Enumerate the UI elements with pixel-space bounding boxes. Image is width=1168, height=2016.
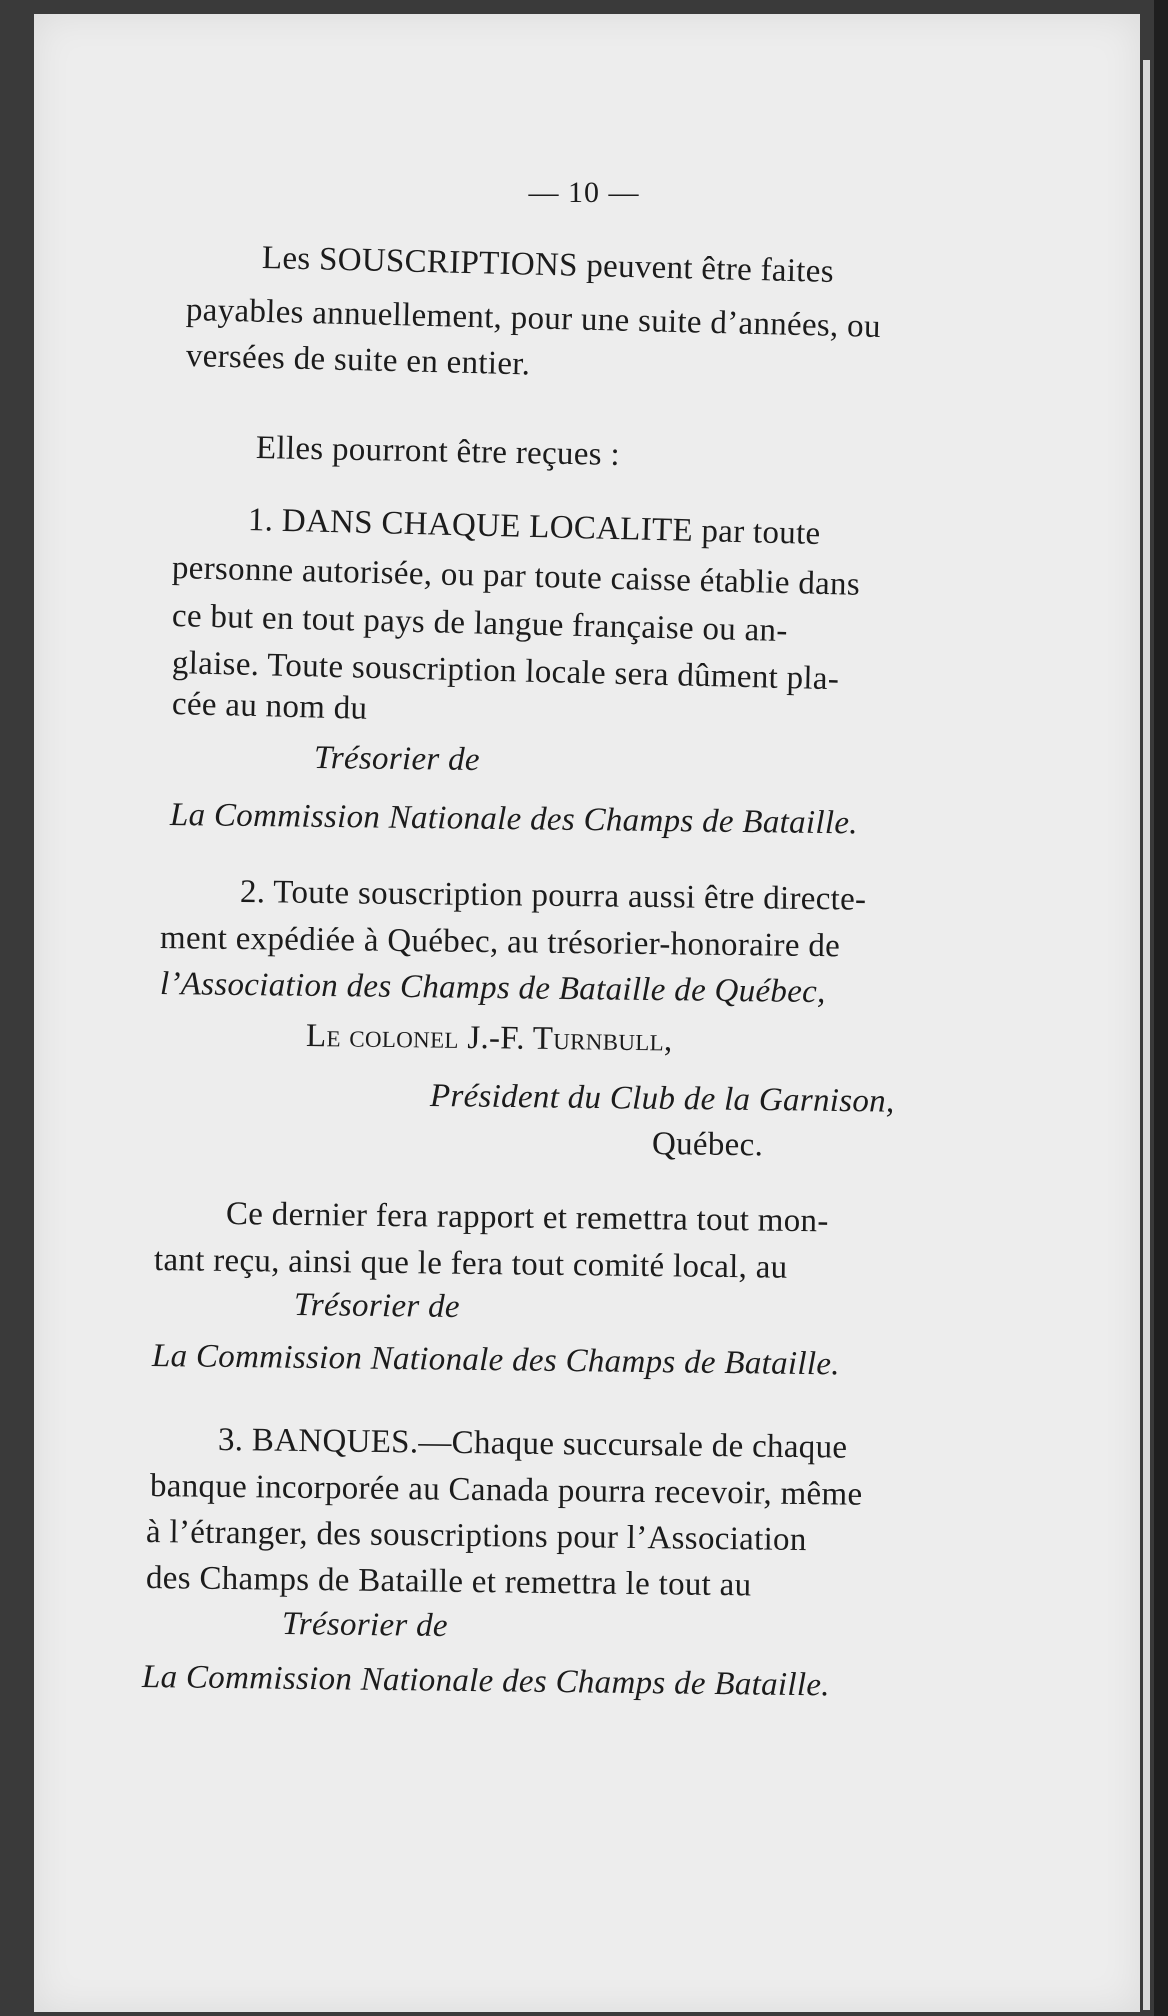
adjacent-page-edge	[1143, 60, 1150, 2010]
treasurer-line-3: Trésorier de	[281, 1606, 449, 1645]
item2-line-3: l’Association des Champs de Bataille de Québec,	[159, 966, 826, 1011]
item3-line-3: à l’étranger, des souscriptions pour l’Association	[145, 1514, 807, 1559]
commission-line-1: La Commission Nationale des Champs de Bataille.	[169, 797, 859, 842]
item1-line-4: glaise. Toute souscription locale sera dûment pla-	[171, 645, 840, 698]
president-line: Président du Club de la Garnison,	[429, 1078, 895, 1120]
commission-line-3: La Commission Nationale des Champs de Bataille.	[141, 1659, 831, 1704]
item3-line-2: banque incorporée au Canada pourra recevoir, même	[149, 1468, 863, 1513]
intro-line-1: Les SOUSCRIPTIONS peuvent être faites	[261, 240, 835, 290]
item1-line-2: personne autorisée, ou par toute caisse établie dans	[171, 550, 861, 603]
colonel-name: Le colonel J.-F. Turnbull,	[305, 1018, 673, 1059]
item2-line-1: 2. Toute souscription pourra aussi être directe-	[239, 874, 867, 918]
item2-line-2: ment expédiée à Québec, au trésorier-honoraire de	[159, 920, 841, 965]
intro-line-3: versées de suite en entier.	[185, 338, 531, 383]
report-line-1: Ce dernier fera rapport et remettra tout mon-	[225, 1196, 829, 1240]
intro-line-2: payables annuellement, pour une suite d’années, ou	[185, 292, 882, 345]
item1-line-5: cée au nom du	[171, 686, 368, 727]
received-line: Elles pourront être reçues :	[255, 430, 621, 473]
item1-line-3: ce but en tout pays de langue française ou an-	[171, 598, 789, 650]
colonel-line	[306, 1016, 673, 1060]
book-spine-shadow	[1154, 0, 1168, 2016]
report-line-2: tant reçu, ainsi que le fera tout comité local, au	[153, 1242, 788, 1286]
treasurer-line-1: Trésorier de	[313, 740, 481, 779]
commission-line-2: La Commission Nationale des Champs de Bataille.	[151, 1338, 841, 1383]
treasurer-line-2: Trésorier de	[293, 1287, 461, 1326]
item3-line-4: des Champs de Bataille et remettra le tout au	[145, 1560, 752, 1604]
item1-line-1: 1. DANS CHAQUE LOCALITE par toute	[247, 502, 821, 552]
item3-line-1: 3. BANQUES.—Chaque succursale de chaque	[217, 1422, 848, 1466]
page-number: — 10 —	[528, 176, 640, 209]
quebec-line: Québec.	[651, 1126, 764, 1164]
